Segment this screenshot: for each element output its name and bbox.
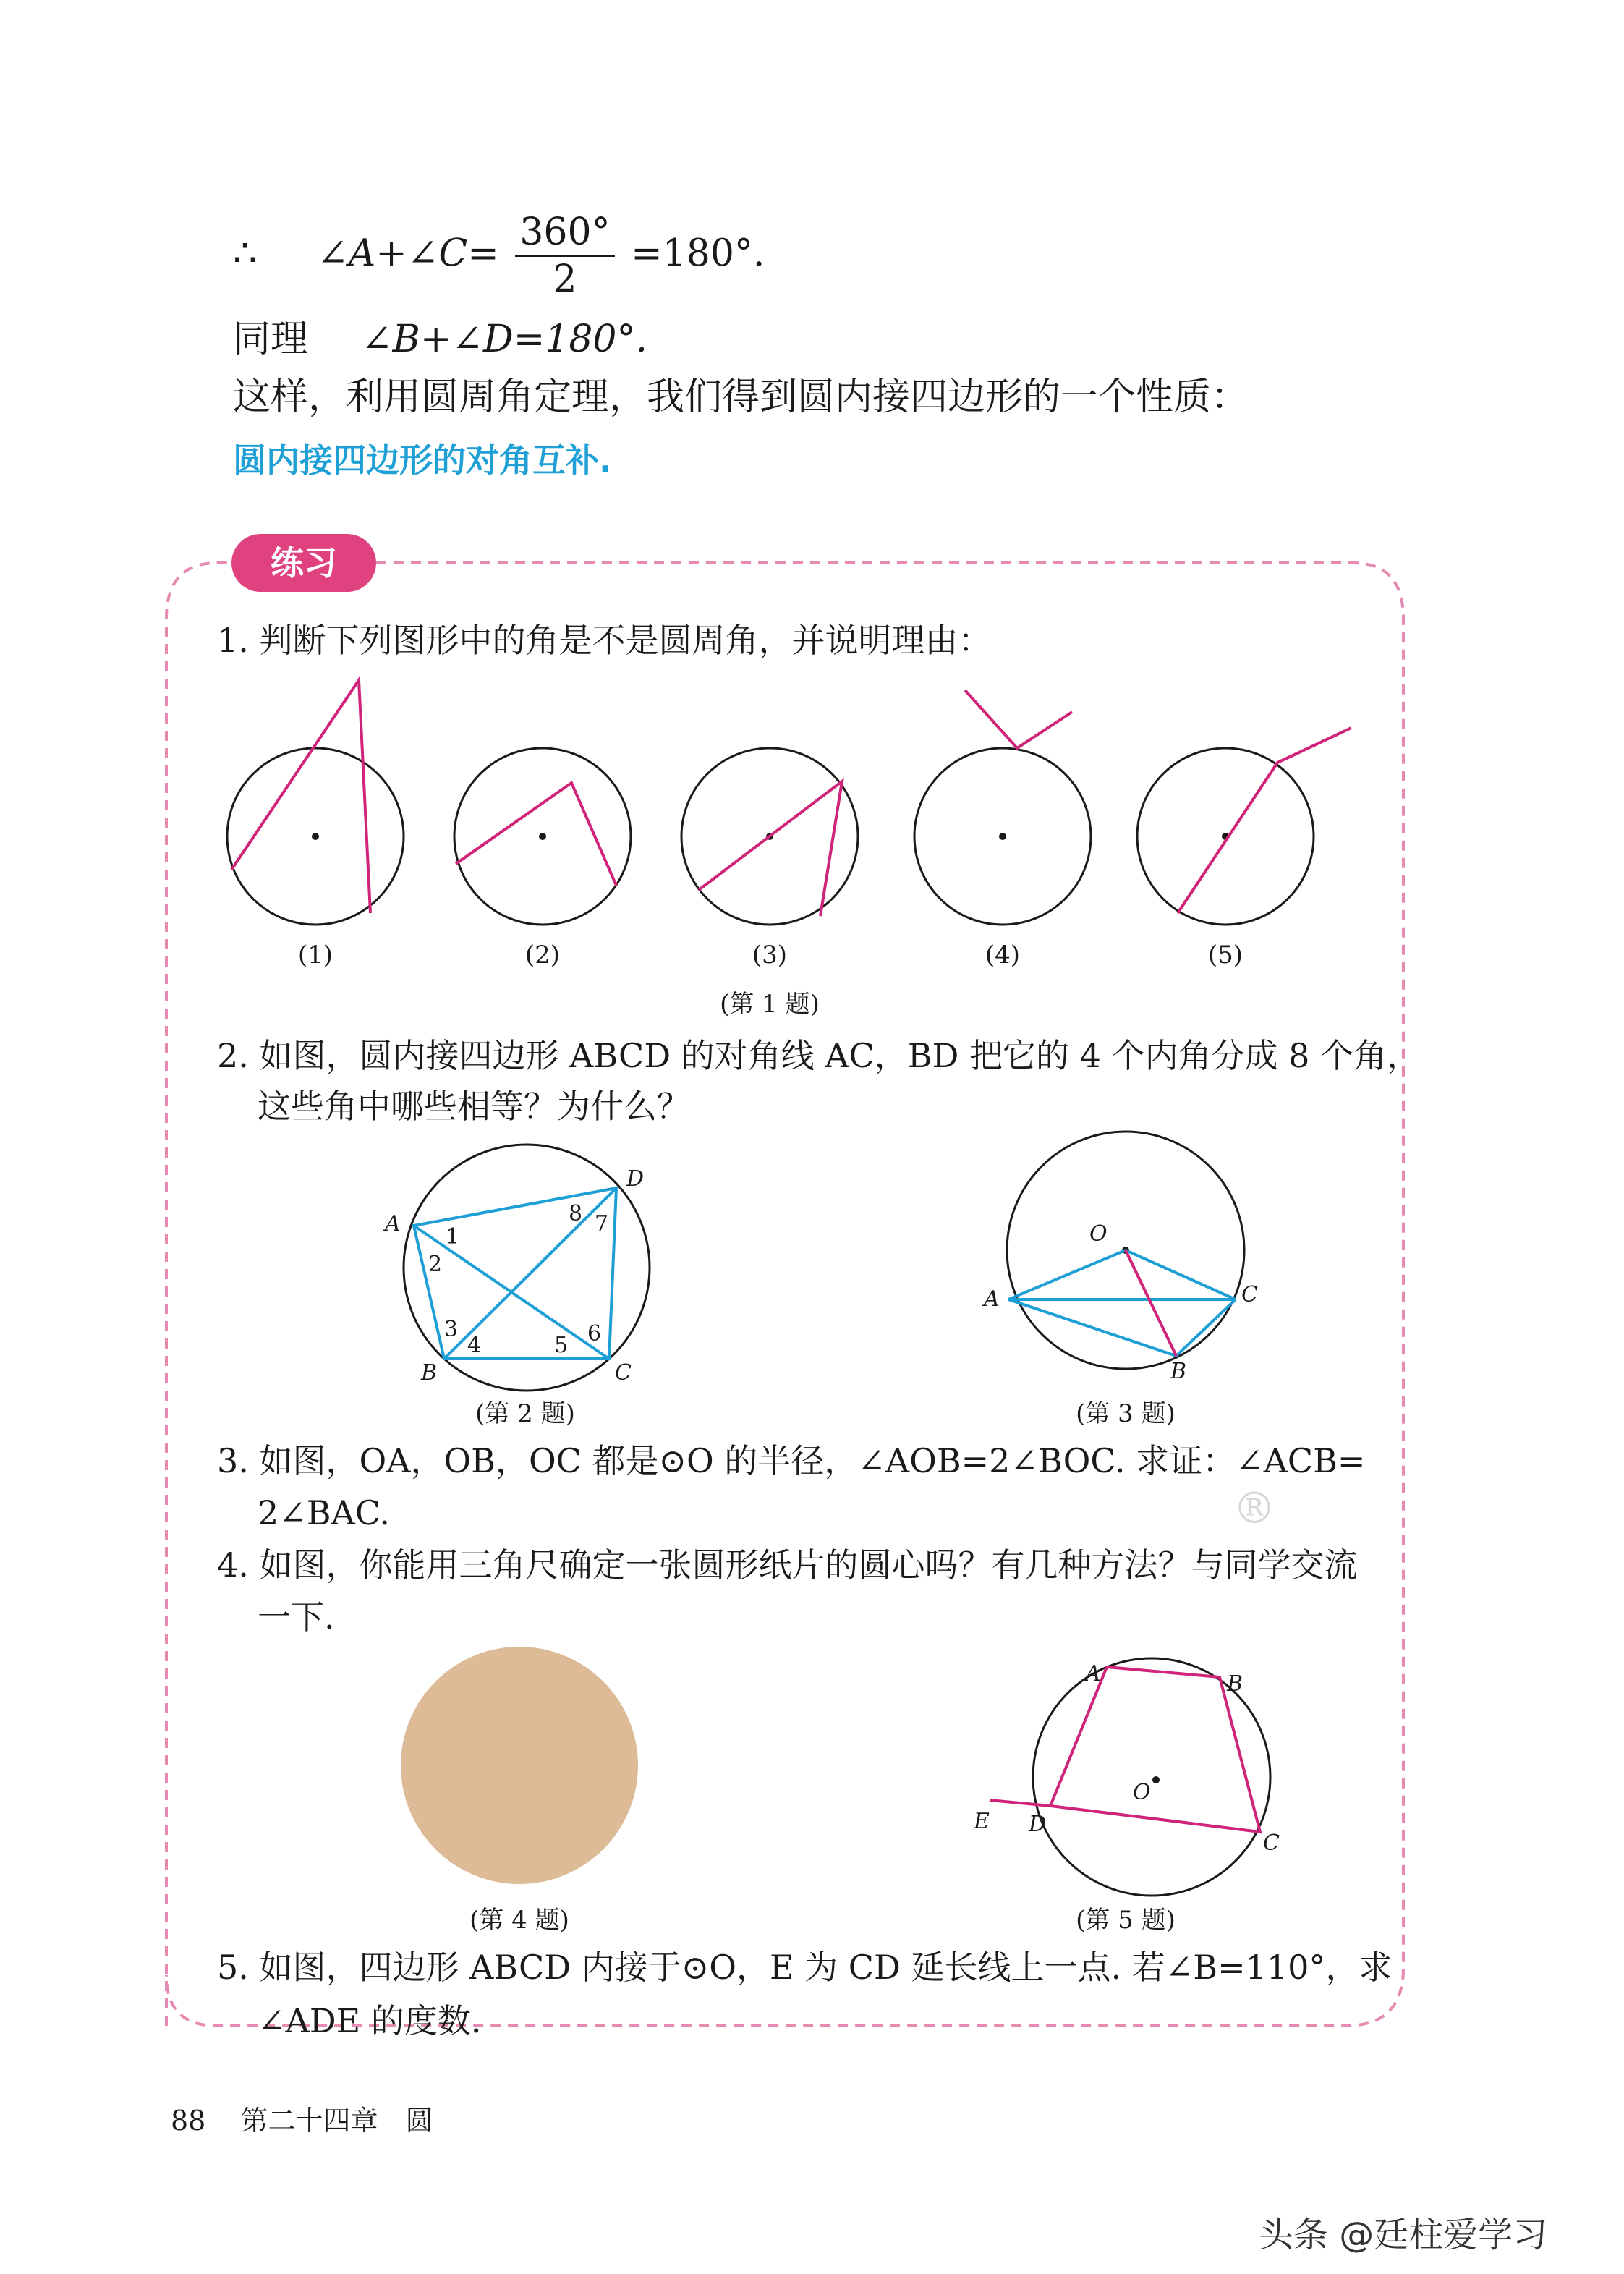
q1-subcaption-3: (3) xyxy=(752,941,788,970)
fraction-numerator: 360° xyxy=(515,210,614,257)
exercise-badge: 练习 xyxy=(231,534,376,592)
bd-angle-sum: ∠B+∠D=180°. xyxy=(361,318,648,361)
question-1: 1. 判断下列图形中的角是不是圆周角，并说明理由： xyxy=(217,621,992,660)
fig2-angle-2: 2 xyxy=(428,1252,443,1277)
fig3-label-o: O xyxy=(1089,1221,1108,1247)
question-5-line-2: ∠ADE 的度数. xyxy=(258,2001,482,2040)
fig2-angle-4: 4 xyxy=(467,1333,482,1358)
fig2-caption: (第 2 题) xyxy=(475,1399,575,1428)
fig5-label-o: O xyxy=(1133,1780,1151,1805)
question-2-line-2: 这些角中哪些相等？为什么？ xyxy=(258,1087,690,1126)
fig3-caption: (第 3 题) xyxy=(1076,1399,1176,1428)
fig2-label-d: D xyxy=(626,1166,645,1192)
figure-4-paper-disc xyxy=(401,1647,638,1884)
question-4-line-2: 一下. xyxy=(258,1598,335,1637)
publisher-registered-mark: ® xyxy=(1233,1483,1276,1534)
chapter-title: 第二十四章 圆 xyxy=(240,2105,433,2137)
fig5-label-c: C xyxy=(1263,1830,1280,1856)
fig2-label-a: A xyxy=(385,1211,401,1236)
fig2-angle-5: 5 xyxy=(554,1333,569,1358)
similarly-word: 同理 xyxy=(233,318,309,361)
fig2-angle-3: 3 xyxy=(444,1317,459,1342)
proof-conclusion-line: 这样，利用圆周角定理，我们得到圆内接四边形的一个性质： xyxy=(233,376,1249,419)
q1-subcaption-1: (1) xyxy=(297,941,333,970)
q1-caption: (第 1 题) xyxy=(720,990,820,1019)
fig5-caption: (第 5 题) xyxy=(1076,1906,1176,1935)
fig5-label-a: A xyxy=(1085,1661,1101,1687)
page-number: 88 xyxy=(171,2105,206,2137)
page-footer xyxy=(171,2098,433,2138)
angle-sum-lhs: ∠A+∠C= xyxy=(317,232,499,276)
fig2-angle-8: 8 xyxy=(569,1201,583,1226)
fig2-angle-7: 7 xyxy=(595,1211,609,1236)
fig5-label-d: D xyxy=(1029,1812,1047,1837)
fig2-angle-1: 1 xyxy=(446,1224,460,1250)
question-3-line-2: 2∠BAC. xyxy=(258,1493,391,1532)
fig3-label-c: C xyxy=(1241,1282,1258,1307)
question-2-line-1: 2. 如图，圆内接四边形 ABCD 的对角线 AC，BD 把它的 4 个内角分成 8 个角， xyxy=(217,1036,1421,1075)
q1-subcaption-2: (2) xyxy=(524,941,561,970)
fig2-angle-6: 6 xyxy=(587,1321,602,1346)
q1-subcaption-4: (4) xyxy=(985,941,1021,970)
therefore-symbol: ∴ xyxy=(233,232,258,276)
question-4-line-1: 4. 如图，你能用三角尺确定一张圆形纸片的圆心吗？有几种方法？与同学交流 xyxy=(217,1545,1358,1584)
property-statement: 圆内接四边形的对角互补. xyxy=(233,441,612,480)
fig2-label-c: C xyxy=(615,1360,632,1386)
credit-watermark: 头条 @廷柱爱学习 xyxy=(1259,2215,1548,2255)
question-3-line-1: 3. 如图，OA，OB，OC 都是⊙O 的半径，∠AOB=2∠BOC. 求证：∠ACB= xyxy=(217,1441,1366,1480)
fig5-label-b: B xyxy=(1227,1671,1243,1697)
fig3-label-b: B xyxy=(1170,1359,1187,1384)
fig2-label-b: B xyxy=(421,1360,438,1386)
fraction-denominator: 2 xyxy=(553,258,577,302)
question-5-line-1: 5. 如图，四边形 ABCD 内接于⊙O，E 为 CD 延长线上一点. 若∠B=110°，求 xyxy=(217,1948,1393,1987)
fig3-label-a: A xyxy=(984,1286,1000,1312)
angle-sum-rhs: =180°. xyxy=(631,232,765,276)
q1-subcaption-5: (5) xyxy=(1207,941,1243,970)
fig5-label-e: E xyxy=(974,1809,990,1834)
fig4-caption: (第 4 题) xyxy=(469,1906,569,1935)
